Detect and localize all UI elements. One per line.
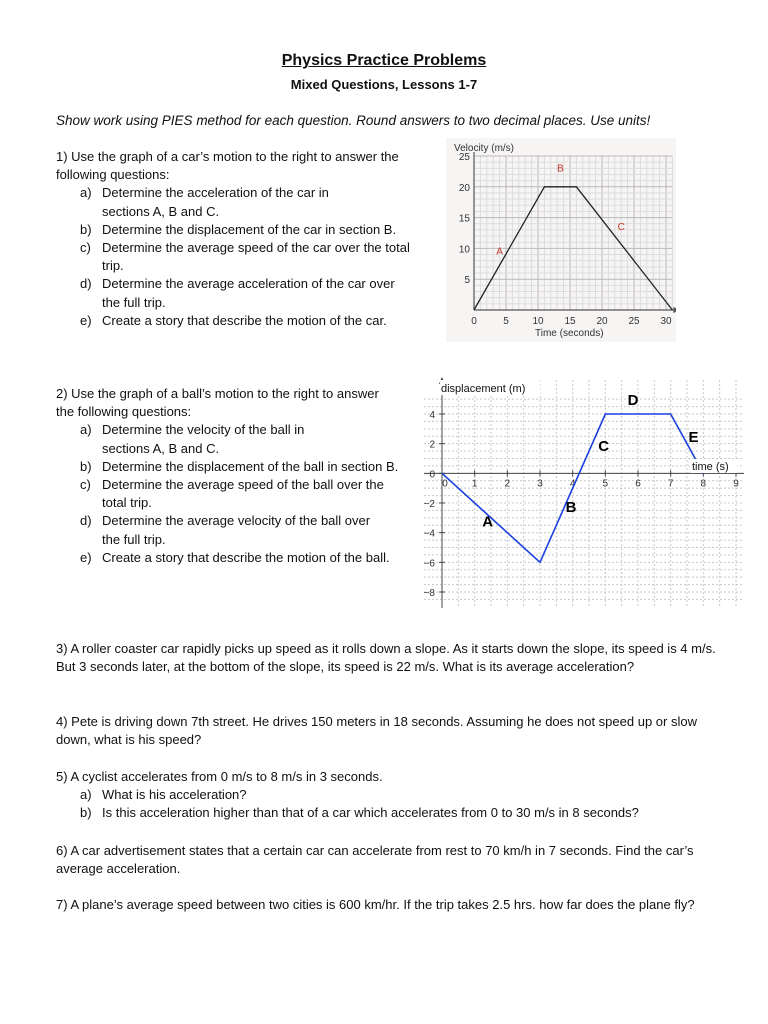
- question-parts: [56, 184, 438, 330]
- x-tick-label: 7: [667, 478, 674, 490]
- y-tick-label: −8: [423, 588, 435, 599]
- part-label: d): [80, 513, 92, 529]
- part-text: Determine the velocity of the ball in sections A, B and C.: [102, 422, 305, 456]
- y-tick-label: −6: [423, 558, 435, 570]
- part-label: c): [80, 477, 91, 493]
- part-text: Is this acceleration higher than that of a car which accelerates from 0 to 30 m/s in 8 seconds?: [102, 805, 639, 821]
- part-text: Create a story that describe the motion of the ball.: [102, 549, 390, 565]
- part-text: Determine the acceleration of the car in sections A, B and C.: [102, 185, 329, 219]
- question-parts: [56, 786, 736, 822]
- y-tick-label: 15: [458, 213, 470, 225]
- question-part: [56, 275, 438, 311]
- question-part: [56, 476, 414, 512]
- part-text: Determine the average velocity of the ball over the full trip.: [102, 513, 371, 547]
- part-label: d): [80, 276, 92, 292]
- question-5: [56, 768, 736, 823]
- part-label: a): [80, 787, 92, 803]
- x-tick-label: 3: [537, 478, 543, 490]
- question-part: [56, 804, 736, 822]
- question-stem: 7) A plane’s average speed between two cities is 600 km/hr. If the trip takes 2.5 hrs. how far does the plane fly?: [56, 897, 695, 912]
- y-tick-label: −4: [423, 528, 435, 540]
- section-label: A: [482, 513, 494, 531]
- part-label: b): [80, 805, 92, 821]
- x-tick-label: 9: [733, 478, 739, 490]
- x-tick-label: 15: [564, 316, 576, 327]
- y-tick-label: 20: [458, 182, 470, 194]
- question-3: [56, 640, 716, 676]
- section-label: B: [557, 163, 564, 175]
- part-text: Determine the average speed of the car over the total trip.: [102, 240, 410, 274]
- part-text: Determine the average speed of the ball over the total trip.: [102, 477, 384, 511]
- x-tick-label: 30: [660, 316, 672, 327]
- question-4: [56, 713, 721, 749]
- part-text: What is his acceleration?: [102, 787, 247, 803]
- chart-section-labels: [482, 392, 698, 531]
- page-subtitle: Mixed Questions, Lessons 1-7: [290, 77, 478, 92]
- y-tick-label: 2: [429, 439, 435, 451]
- part-text: Create a story that describe the motion of the car.: [102, 312, 387, 328]
- section-label: B: [565, 498, 577, 516]
- x-tick-label: 10: [532, 316, 544, 327]
- question-stem: 4) Pete is driving down 7th street. He drives 150 meters in 18 seconds. Assuming he does not speed up or slow down, what is his speed?: [56, 714, 697, 748]
- part-label: a): [80, 185, 92, 201]
- x-tick-label: 25: [628, 316, 640, 327]
- question-part: [56, 512, 414, 548]
- question-part: [56, 421, 414, 457]
- question-2: [56, 385, 414, 567]
- part-label: a): [80, 422, 92, 438]
- chart-y-axis-label: displacement (m): [441, 383, 526, 395]
- question-part: [56, 184, 438, 220]
- x-tick-label: 0: [442, 478, 448, 490]
- section-label: C: [617, 221, 625, 233]
- x-tick-label: 5: [503, 316, 509, 327]
- part-label: c): [80, 240, 91, 256]
- x-tick-label: 0: [471, 316, 477, 327]
- part-label: b): [80, 221, 92, 237]
- y-tick-label: 4: [429, 410, 435, 421]
- part-text: Determine the displacement of the ball in section B.: [102, 458, 399, 474]
- instructions: Show work using PIES method for each question. Round answers to two decimal places. Use units!: [56, 113, 651, 128]
- question-part: [56, 458, 414, 476]
- question-1: [56, 148, 438, 330]
- question-part: [56, 239, 438, 275]
- y-tick-label: 0: [429, 469, 435, 481]
- y-tick-label: 5: [464, 275, 470, 287]
- section-label: D: [627, 392, 639, 410]
- x-tick-label: 6: [635, 478, 641, 490]
- y-tick-label: −2: [423, 499, 435, 510]
- question-6: [56, 842, 721, 878]
- question-part: [56, 312, 438, 330]
- question-stem: 3) A roller coaster car rapidly picks up speed as it rolls down a slope. As it starts down the slope, its speed is 4 m/s. But 3 seconds later, at the bottom of the slope, its speed is 22 m/s. What is its average acceleration?: [56, 641, 716, 675]
- part-label: e): [80, 312, 92, 328]
- chart-x-axis-label: Time (seconds): [535, 328, 604, 339]
- y-tick-label: 25: [458, 152, 470, 163]
- x-tick-label: 1: [471, 478, 478, 490]
- question-stem: 1) Use the graph of a car’s motion to the right to answer the following questions:: [56, 149, 399, 183]
- chart-grid: [424, 380, 746, 608]
- question-part: [56, 786, 736, 804]
- question-part: [56, 221, 438, 239]
- velocity-time-chart: [446, 138, 676, 342]
- displacement-time-chart: [414, 376, 746, 610]
- question-stem: 5) A cyclist accelerates from 0 m/s to 8 m/s in 3 seconds.: [56, 769, 383, 784]
- section-label: A: [496, 246, 503, 258]
- x-tick-label: 5: [602, 478, 609, 490]
- x-tick-label: 4: [569, 478, 576, 490]
- part-label: e): [80, 549, 92, 565]
- section-label: E: [688, 429, 699, 447]
- chart-axes: [424, 377, 744, 608]
- question-stem: 6) A car advertisement states that a certain car can accelerate from rest to 70 km/h in 7 seconds. Find the car’s average acceleration.: [56, 843, 694, 877]
- question-parts: [56, 421, 414, 567]
- x-tick-label: 2: [504, 478, 511, 490]
- y-tick-label: 10: [458, 244, 470, 256]
- question-part: [56, 549, 414, 567]
- part-text: Determine the displacement of the car in section B.: [102, 221, 397, 237]
- chart-y-axis-label: Velocity (m/s): [454, 143, 515, 154]
- part-label: b): [80, 458, 92, 474]
- section-label: C: [598, 438, 610, 456]
- page-title: Physics Practice Problems: [281, 52, 487, 69]
- x-tick-label: 8: [700, 478, 707, 490]
- chart-x-axis-label: time (s): [692, 461, 729, 473]
- x-tick-label: 20: [596, 316, 608, 327]
- part-text: Determine the average acceleration of the car over the full trip.: [102, 276, 395, 310]
- question-stem: 2) Use the graph of a ball’s motion to the right to answer the following questions:: [56, 386, 379, 420]
- question-7: [56, 896, 721, 914]
